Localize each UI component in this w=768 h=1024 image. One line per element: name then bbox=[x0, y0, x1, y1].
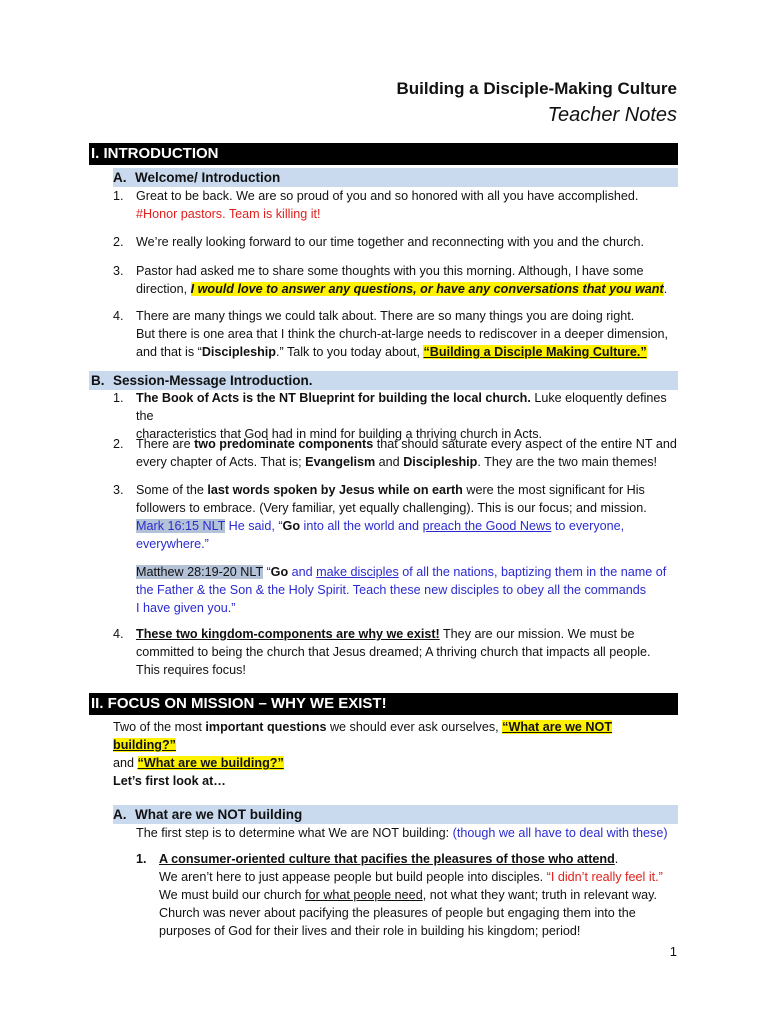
list-item: 1. Great to be back. We are so proud of you and so honored with all you have accomplished. #Honor pastors. Team is killing it! bbox=[113, 189, 639, 221]
subsection-heading-welcome: A. Welcome/ Introduction bbox=[113, 168, 678, 187]
list-item: 1. The Book of Acts is the NT Blueprint for building the local church. Luke eloquently defines the characteristics that God had in mind for building a thriving church in Acts. bbox=[113, 391, 667, 441]
highlighted-text: “Building a Disciple Making Culture.” bbox=[423, 345, 647, 359]
document-subtitle: Teacher Notes bbox=[547, 104, 677, 126]
subsection-heading-not-building: A. What are we NOT building bbox=[113, 805, 678, 824]
page-number: 1 bbox=[669, 944, 677, 959]
list-item: 4. These two kingdom-components are why we exist! They are our mission. We must be committed to being the church that Jesus dreamed; A thriving church that impacts all people. This requires focus! bbox=[113, 627, 651, 677]
section-intro-text: Two of the most important questions we should ever ask ourselves, “What are we NOT building?” and “What are we building?” bbox=[113, 720, 613, 770]
document-title: Building a Disciple-Making Culture bbox=[396, 79, 677, 98]
list-item: 4. There are many things we could talk about. There are so many things you are doing right. But there is one area that I think the church-at-large needs to rediscover in a deeper dimension, and that is “Discipleship.” Talk to you today about, “Building a Disciple Making Culture.” bbox=[113, 309, 669, 359]
scripture-reference: Mark 16:15 NLT bbox=[136, 519, 226, 533]
lead-in-text: Let’s first look at… bbox=[113, 774, 226, 788]
list-item: 3. Some of the last words spoken by Jesus while on earth were the most significant for His followers to embrace. (Very familiar, yet equally challenging). This is our focus; and mission. Mark 16:15 NLT He said, “Go into all the world and preach the Good News to everyone, everywhere.” Matthew 28:19-20 NLT “Go and make disciples of all the nations, baptizing them in the name of the Father & the Son & the Holy Spirit. Teach these new disciples to obey all the commands I have given you.” bbox=[113, 483, 667, 615]
subsection-intro-text: The first step is to determine what We are NOT building: (though we all have to deal with these) bbox=[136, 826, 668, 840]
highlighted-text: I would love to answer any questions, or have any conversations that you want bbox=[190, 282, 664, 296]
section-heading-introduction: I. INTRODUCTION bbox=[89, 143, 678, 165]
list-item: 3. Pastor had asked me to share some thoughts with you this morning. Although, I have some direction, I would love to answer any questions, or have any conversations that you want. bbox=[113, 264, 668, 296]
document-title-block bbox=[396, 78, 677, 128]
subsection-heading-session: B. Session-Message Introduction. bbox=[89, 371, 678, 390]
list-item: 2. There are two predominate components that should saturate every aspect of the entire NT and every chapter of Acts. That is; Evangelism and Discipleship. They are the two main themes! bbox=[113, 437, 677, 469]
list-item: 2. We’re really looking forward to our time together and reconnecting with you and the church. bbox=[113, 235, 644, 249]
scripture-reference: Matthew 28:19-20 NLT bbox=[136, 565, 263, 579]
list-item: 1. A consumer-oriented culture that pacifies the pleasures of those who attend. We aren’t here to just appease people but build people into disciples. “I didn’t really feel it.” We must build our church for what people need, not what they want; truth in relevant way. Church was never about pacifying the pleasures of people but engaging them into the purposes of God for their lives and their role in building his kingdom; period! bbox=[136, 852, 663, 938]
section-heading-focus-on-mission: II. FOCUS ON MISSION – WHY WE EXIST! bbox=[89, 693, 678, 715]
